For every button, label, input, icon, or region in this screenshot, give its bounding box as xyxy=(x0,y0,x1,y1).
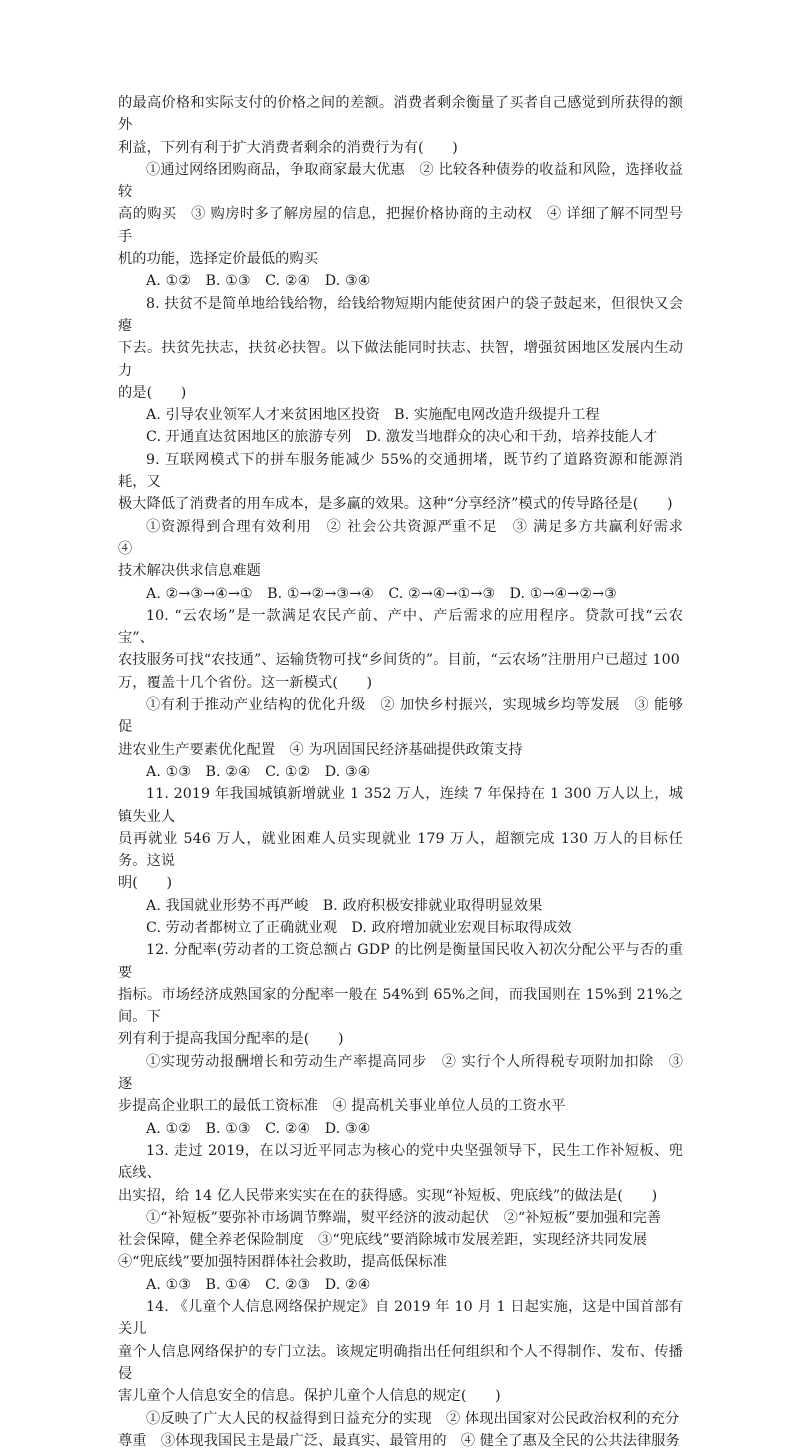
text-line: 明( ) xyxy=(118,875,173,892)
answer-options-line: C. 开通直达贫困地区的旅游专列 D. 激发当地群众的决心和干劲，培养技能人才 xyxy=(146,429,658,446)
text-line: 农技服务可找“农技通”、运输货物可找“乡间货的”。目前，“云农场”注册用户已超过 100 xyxy=(118,652,680,669)
text-line: 极大降低了消费者的用车成本，是多赢的效果。这种“分享经济”模式的传导路径是( ) xyxy=(118,496,673,513)
text-line: 机的功能，选择定价最低的购买 xyxy=(118,251,319,268)
text-line: 11. 2019 年我国城镇新增就业 1 352 万人，连续 7 年保持在 1 300 万人以上，城镇失业人 xyxy=(118,786,683,825)
text-line: ④“兜底线”要加强特困群体社会救助，提高低保标准 xyxy=(118,1254,448,1271)
text-line: 步提高企业职工的最低工资标准 ④ 提高机关事业单位人员的工资水平 xyxy=(118,1098,566,1115)
answer-options-line: A. 引导农业领军人才来贫困地区投资 B. 实施配电网改造升级提升工程 xyxy=(146,407,600,424)
answer-options-line: A. ②→③→④→① B. ①→②→③→④ C. ②→④→①→③ D. ①→④→②→③ xyxy=(146,585,617,602)
text-line: 害儿童个人信息安全的信息。保护儿童个人信息的规定( ) xyxy=(118,1388,501,1405)
text-line: 高的购买 ③ 购房时多了解房屋的信息，把握价格协商的主动权 ④ 详细了解不同型号手 xyxy=(118,206,683,245)
text-line: 社会保障，健全养老保险制度 ③“兜底线”要消除城市发展差距，实现经济共同发展 xyxy=(118,1232,648,1249)
text-line: 员再就业 546 万人，就业困难人员实现就业 179 万人，超额完成 130 万人的目标任务。这说 xyxy=(118,830,683,870)
text-line: ①实现劳动报酬增长和劳动生产率提高同步 ② 实行个人所得税专项附加扣除 ③ 逐 xyxy=(118,1053,683,1093)
text-line: ①通过网络团购商品，争取商家最大优惠 ② 比较各种债券的收益和风险，选择收益较 xyxy=(118,161,683,201)
text-line: 下去。扶贫先扶志，扶贫必扶智。以下做法能同时扶志、扶智，增强贫困地区发展内生动力 xyxy=(118,340,683,379)
answer-options-line: A. 我国就业形势不再严峻 B. 政府积极安排就业取得明显效果 xyxy=(146,897,543,914)
text-line: 8. 扶贫不是简单地给钱给物，给钱给物短期内能使贫困户的袋子鼓起来，但很快又会瘪 xyxy=(118,295,683,334)
text-line: ①“补短板”要弥补市场调节弊端，熨平经济的波动起伏 ②“补短板”要加强和完善 xyxy=(146,1209,662,1226)
text-line: 13. 走过 2019，在以习近平同志为核心的党中央坚强领导下，民生工作补短板、兜底线、 xyxy=(118,1142,683,1182)
text-line: 童个人信息网络保护的专门立法。该规定明确指出任何组织和个人不得制作、发布、传播侵 xyxy=(118,1343,683,1382)
text-line: 9. 互联网模式下的拼车服务能减少 55%的交通拥堵，既节约了道路资源和能源消耗，又 xyxy=(118,451,683,491)
text-line: 技术解决供求信息难题 xyxy=(118,563,261,580)
text-line: 列有利于提高我国分配率的是( ) xyxy=(118,1031,344,1048)
answer-options-line: A. ①② B. ①③ C. ②④ D. ③④ xyxy=(146,1120,371,1137)
text-line: 进农业生产要素优化配置 ④ 为巩固国民经济基础提供政策支持 xyxy=(118,741,523,758)
text-line: 万，覆盖十几个省份。这一新模式( ) xyxy=(118,674,373,691)
text-line: 的最高价格和实际支付的价格之间的差额。消费者剩余衡量了买者自己感觉到所获得的额外 xyxy=(118,95,683,134)
text-line: 指标。市场经济成熟国家的分配率一般在 54%到 65%之间，而我国则在 15%到 21%之间。下 xyxy=(118,986,683,1026)
answer-options-line: A. ①② B. ①③ C. ②④ D. ③④ xyxy=(146,273,371,290)
answer-options-line: A. ①③ B. ①④ C. ②③ D. ②④ xyxy=(146,1276,371,1293)
answer-options-line: C. 劳动者都树立了正确就业观 D. 政府增加就业宏观目标取得成效 xyxy=(146,919,572,936)
text-line: 尊重 ③体现我国民主是最广泛、最真实、最管用的 ④ 健全了惠及全民的公共法律服务 xyxy=(118,1432,680,1449)
question-text-body xyxy=(118,92,698,1452)
text-line: 14. 《儿童个人信息网络保护规定》自 2019 年 10 月 1 日起实施，这是中国首部有关儿 xyxy=(118,1299,683,1338)
text-line: ①资源得到合理有效利用 ② 社会公共资源严重不足 ③ 满足多方共赢利好需求 ④ xyxy=(118,518,698,557)
text-line: 的是( ) xyxy=(118,384,187,401)
text-line: 利益，下列有利于扩大消费者剩余的消费行为有( ) xyxy=(118,139,458,156)
text-line: 12. 分配率(劳动者的工资总额占 GDP 的比例是衡量国民收入初次分配公平与否的重要 xyxy=(118,942,683,981)
text-line: 10. “云农场”是一款满足农民产前、产中、产后需求的应用程序。贷款可找“云农宝”、 xyxy=(118,607,683,647)
text-line: 出实招，给 14 亿人民带来实实在在的获得感。实现“补短板、兜底线”的做法是( ) xyxy=(118,1187,658,1204)
answer-options-line: A. ①③ B. ②④ C. ①② D. ③④ xyxy=(146,763,371,780)
text-line: ①有利于推动产业结构的优化升级 ② 加快乡村振兴，实现城乡均等发展 ③ 能够促 xyxy=(118,697,683,736)
text-line: ①反映了广大人民的权益得到日益充分的实现 ② 体现出国家对公民政治权利的充分 xyxy=(146,1410,680,1427)
